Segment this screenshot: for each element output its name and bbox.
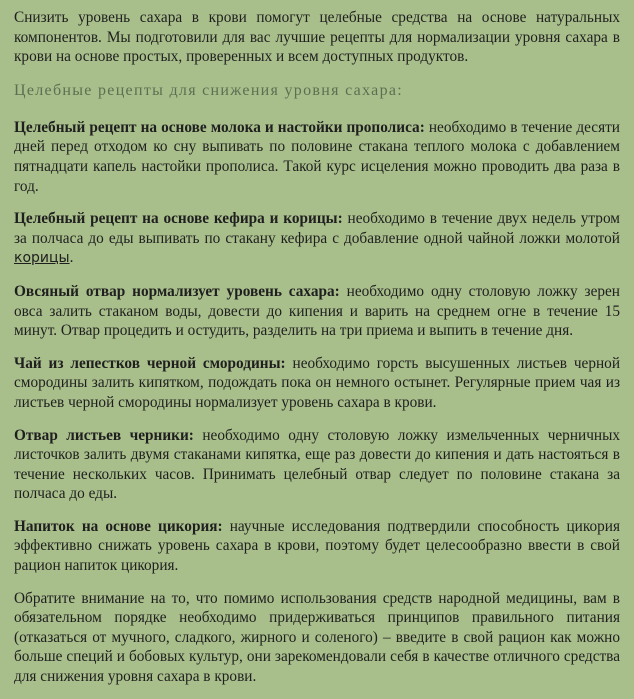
recipe-text: необходимо одну столовую ложку зерен овса залить стаканом воды, довести до кипения и варить на среднем огне в течение 15 минут. Отвар процедить и остудить, разделить на три приема и выпить в течение дня. — [14, 282, 620, 340]
recipe-chicory-drink — [14, 517, 620, 576]
intro-paragraph: Снизить уровень сахара в крови помогут целебные средства на основе натуральных компонентов. Мы подготовили для вас лучшие рецепты для нормализации уровня сахара в крови на основе простых, проверенных и всем доступных продуктов. — [14, 9, 620, 66]
recipe-title: Отвар листьев черники: — [14, 426, 194, 444]
recipe-text: необходимо в течение десяти дней перед отходом ко сну выпивать по половине стакана теплого молока с добавлением пятнадцати капель настойки прополиса. Такой курс исцеления можно проводить два раза в год. — [14, 118, 620, 195]
recipe-text: необходимо в течение двух недель утром за полчаса до еды выпивать по стакану кефира с добавление одной чайной ложки молотой — [14, 210, 620, 247]
recipe-blackcurrant-tea — [14, 354, 620, 413]
recipe-title: Овсяный отвар нормализует уровень сахара: — [14, 282, 340, 300]
closing-paragraph: Обратите внимание на то, что помимо использования средств народной медицины, вам в обязательном порядке необходимо придерживаться принципов правильного питания (отказаться от мучного, сладкого, жирного и соленого) – введите в свой рацион как можно больше специй и бобовых культур, они зарекомендовали себя в качестве отличного средства для снижения уровня сахара в крови. — [14, 589, 620, 686]
recipe-title: Целебный рецепт на основе молока и настойки прополиса: — [14, 118, 425, 136]
cinnamon-link[interactable]: корицы — [14, 250, 70, 267]
recipe-propolis-milk — [14, 118, 620, 196]
recipe-text: научные исследования подтвердили способность цикория эффективно снижать уровень сахара в крови, поэтому будет целесообразно ввести в свой рацион напиток цикория. — [14, 517, 620, 575]
recipe-text: необходимо одну столовую ложку измельченных черничных листочков залить двумя стаканами кипятка, еще раз довести до кипения и дать настояться в течение нескольких часов. Принимать целебный отвар следует по половине стакана за полчаса до еды. — [14, 426, 620, 503]
recipe-title: Целебный рецепт на основе кефира и корицы: — [14, 210, 343, 228]
recipe-text: необходимо горсть высушенных листьев черной смородины залить кипятком, подождать пока он немного остынет. Регулярные прием чая из листьев черной смородины нормализует уровень сахара в крови. — [14, 354, 620, 411]
recipe-title: Напиток на основе цикория: — [14, 517, 223, 535]
recipe-title: Чай из лепестков черной смородины: — [14, 354, 286, 372]
recipe-kefir-cinnamon — [14, 209, 620, 269]
recipe-blueberry-leaves — [14, 426, 620, 504]
recipe-text-end: . — [69, 249, 74, 267]
recipe-oat-decoction — [14, 282, 620, 341]
section-heading: Целебные рецепты для снижения уровня сахара: — [14, 81, 404, 99]
